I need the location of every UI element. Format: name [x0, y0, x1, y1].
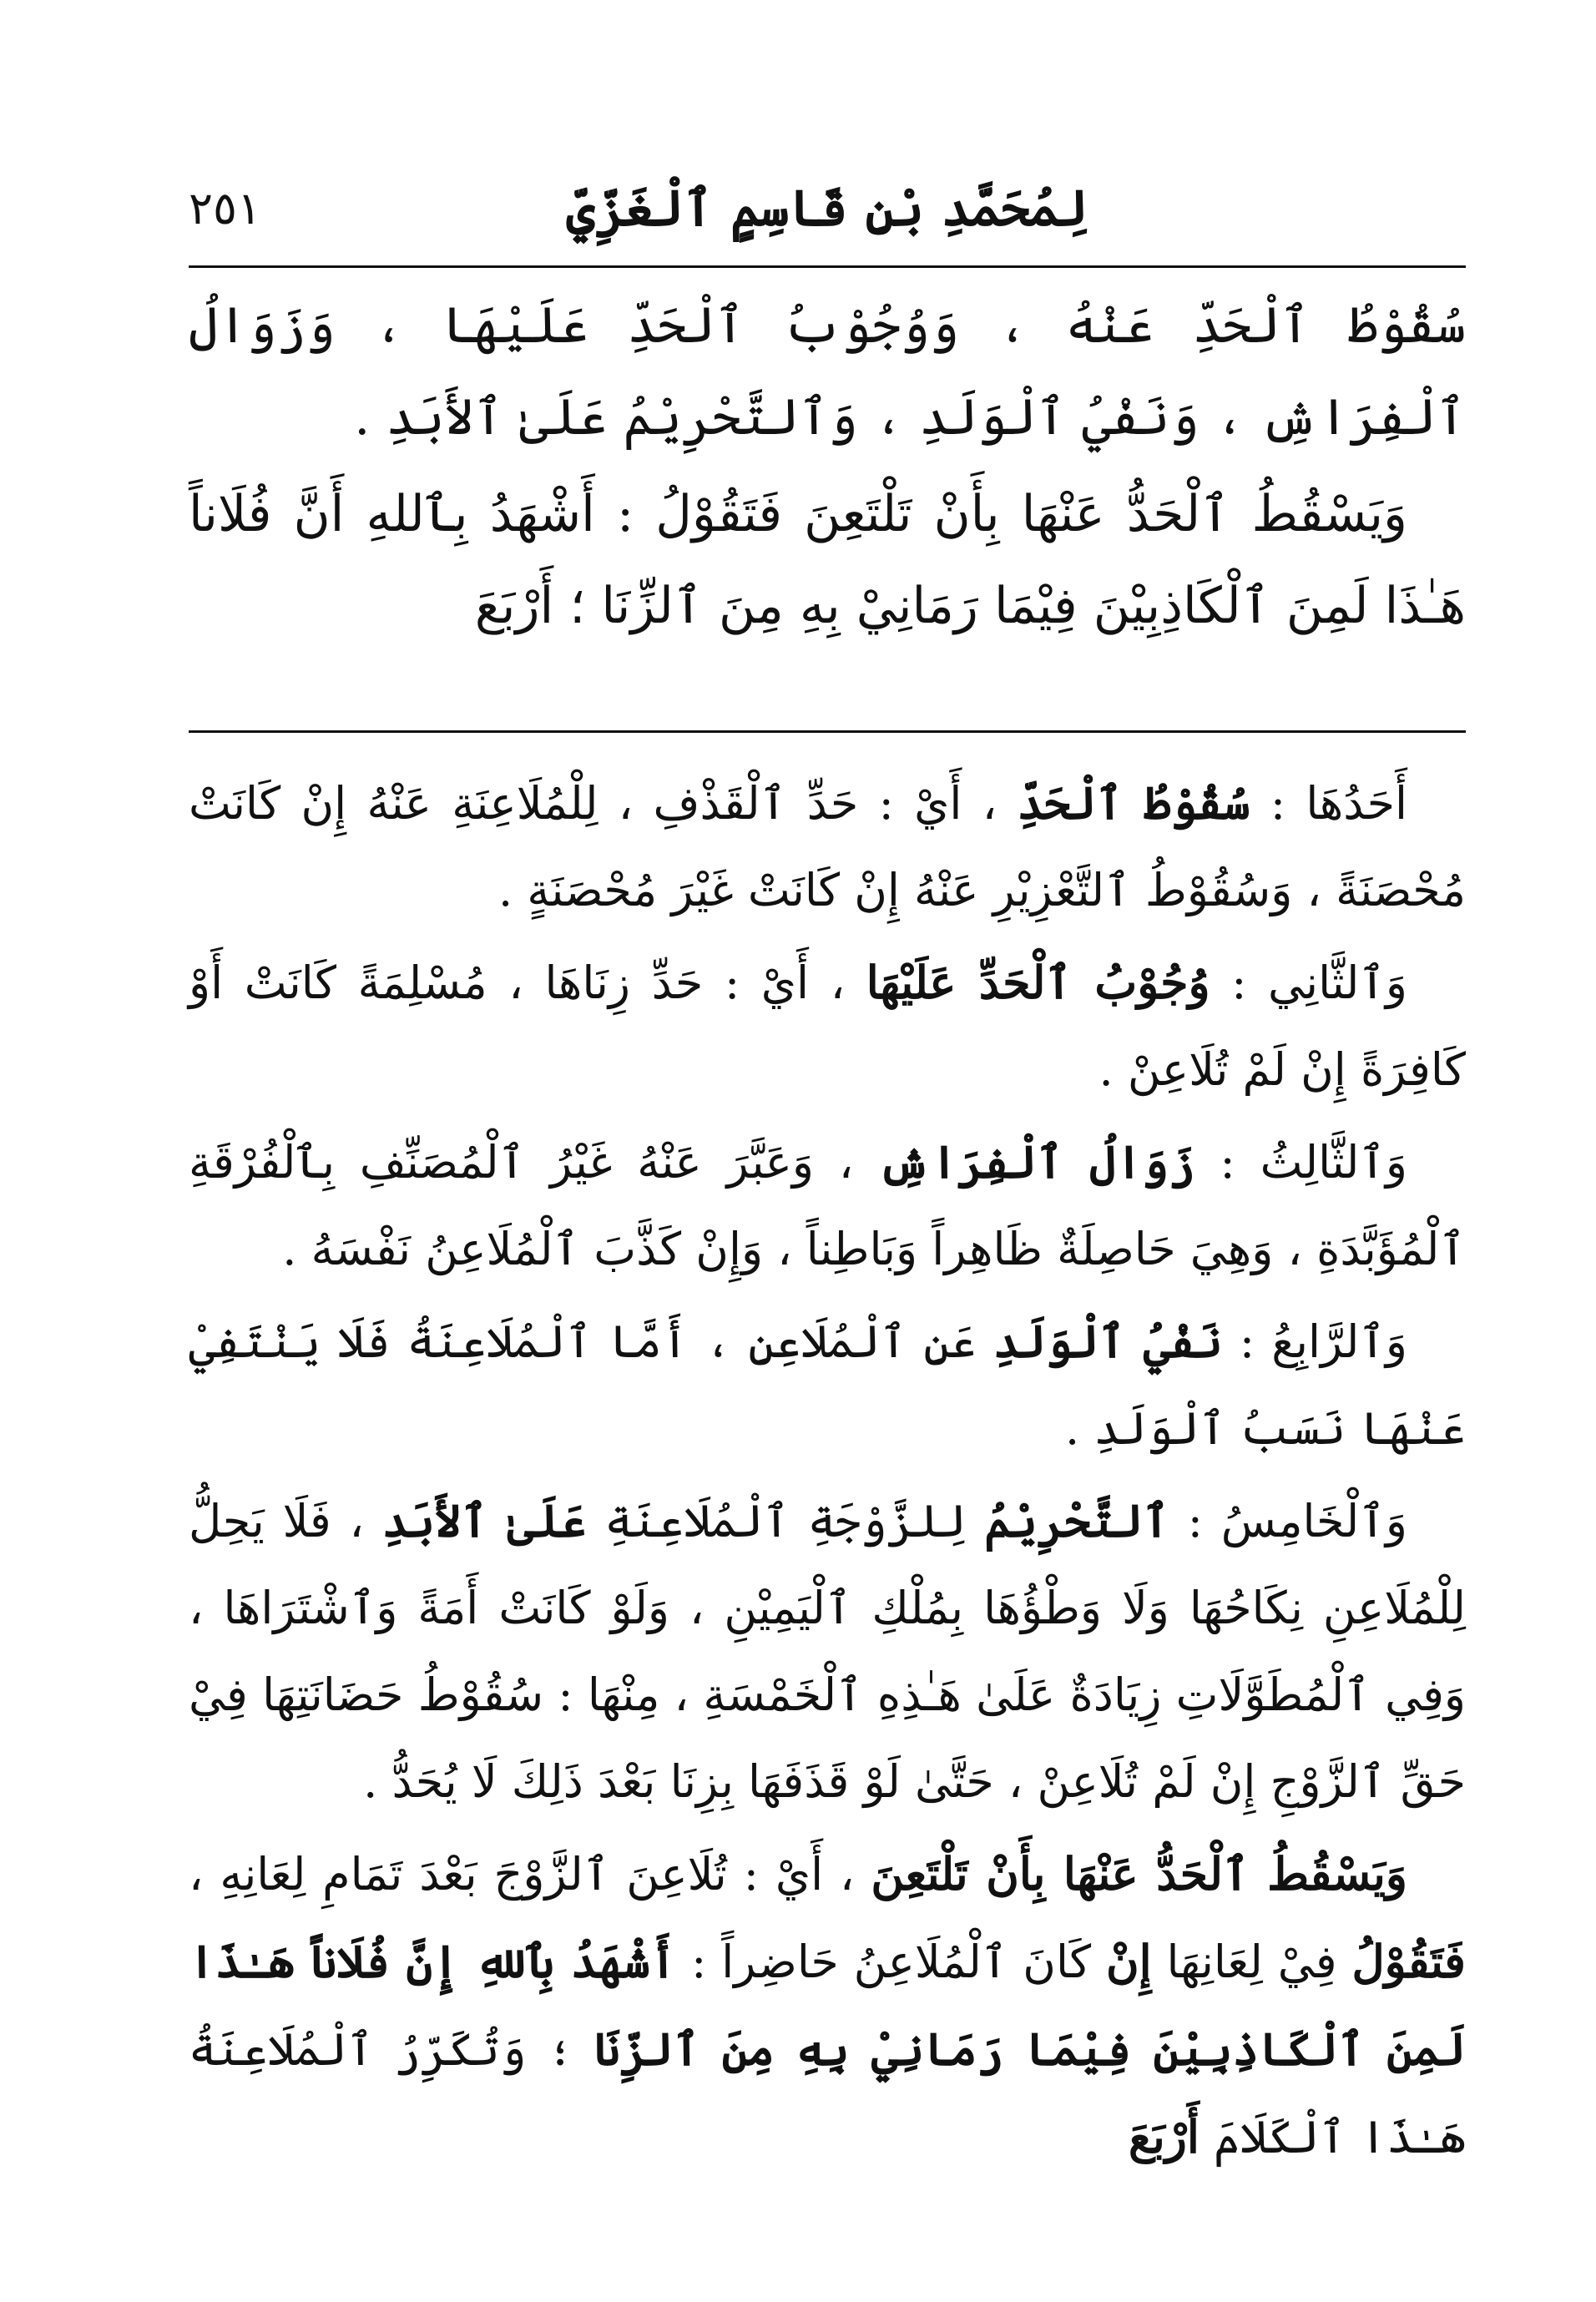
- para-lead: وَٱلْخَامِسُ :: [1169, 1495, 1407, 1547]
- matn-quote: عَلَىٰ ٱلأَبَدِ: [381, 1494, 587, 1547]
- sharh-paragraph-3: [189, 1118, 1466, 1293]
- matn-quote: وَيَسْقُطُ ٱلْحَدُّ عَنْهَا بِأَنْ تَلْتَعِنَ: [871, 1847, 1407, 1901]
- sharh-paragraph-4: [189, 1298, 1466, 1472]
- para-text: ، فَلَا يَحِلُّ لِلْمُلَاعِنِ نِكَاحُهَا وَلَا وَطْؤُهَا بِمُلْكِ ٱلْيَمِيْنِ ، وَلَوْ كَانَتْ أَمَةً وَٱشْتَرَاهَا ، وَفِي ٱلْمُطَوَّلَاتِ زِيَادَةٌ عَلَىٰ هَـٰذِهِ ٱلْخَمْسَةِ ، مِنْهَا : سُقُوْطُ حَضَانَتِهَا فِيْ حَقِّ ٱلزَّوْجِ إِنْ لَمْ تُلَاعِنْ ، حَتَّىٰ لَوْ قَذَفَهَا بِزِنَا بَعْدَ ذَلِكَ لَا يُحَدُّ .: [189, 1495, 1466, 1808]
- para-text: ؛ وَتُكَرِّرُ ٱلْمُلَاعِنَةُ هَـٰذَا ٱلْكَلَامَ: [189, 2023, 1466, 2163]
- page-number: ٢٥١: [189, 182, 262, 235]
- sharh-paragraph-5: [189, 1477, 1466, 1825]
- matn-paragraph-2: وَيَسْقُطُ ٱلْحَدُّ عَنْهَا بِأَنْ تَلْتَعِنَ فَتَقُوْلُ : أَشْهَدُ بِٱللهِ أَنَّ فُلَاناً هَـٰذَا لَمِنَ ٱلْكَاذِبِيْنَ فِيْمَا رَمَانِيْ بِهِ مِنَ ٱلزِّنَا ؛ أَرْبَعَ: [189, 485, 1466, 635]
- para-text: لِلزَّوْجَةِ ٱلْمُلَاعِنَةِ: [586, 1495, 985, 1547]
- para-text: ، أَيْ : تُلَاعِنَ ٱلزَّوْجَ بَعْدَ تَمَامِ لِعَانِهِ ،: [189, 1848, 871, 1901]
- matn-quote: زَوَالُ ٱلْفِرَاشِ: [878, 1135, 1195, 1189]
- sharh-paragraph-1: [189, 760, 1466, 934]
- para-lead: أَحَدُهَا :: [1250, 777, 1407, 830]
- para-text: ، أَيْ : حَدِّ ٱلْقَذْفِ ، لِلْمُلَاعِنَةِ عَنْهُ إِنْ كَانَتْ مُحْصَنَةً ، وَسُقُوْطُ ٱلتَّعْزِيْرِ عَنْهُ إِنْ كَانَتْ غَيْرَ مُحْصَنَةٍ .: [189, 777, 1466, 916]
- para-text: ، وَعَبَّرَ عَنْهُ غَيْرُ ٱلْمُصَنِّفِ بِٱلْفُرْقَةِ ٱلْمُؤَبَّدَةِ ، وَهِيَ حَاصِلَةٌ ظَاهِراً وَبَاطِناً ، وَإِنْ كَذَّبَ ٱلْمُلَاعِنُ نَفْسَهُ .: [189, 1136, 1466, 1275]
- para-text: كَانَ ٱلْمُلَاعِنُ حَاضِراً :: [676, 1936, 1106, 1988]
- para-lead: وَٱلثَّالِثُ :: [1194, 1136, 1407, 1189]
- para-text: ، أَيْ : حَدِّ زِنَاهَا ، مُسْلِمَةً كَانَتْ أَوْ كَافِرَةً إِنْ لَمْ تُلَاعِنْ .: [189, 957, 1466, 1096]
- header-rule: [189, 265, 1466, 268]
- sharh-paragraph-2: [189, 939, 1466, 1113]
- matn-quote: سُقُوْطُ ٱلْحَدِّ: [1017, 776, 1250, 830]
- running-head: [189, 171, 1466, 246]
- matn-quote: إِنْ: [1106, 1935, 1152, 1988]
- matn-paragraph-1: سُقُوْطُ ٱلْحَدِّ عَنْهُ ، وَوُجُوْبُ ٱلْحَدِّ عَلَيْهَا ، وَزَوَالُ ٱلْفِرَاشِ ، وَنَفْيُ ٱلْوَلَدِ ، وَٱلتَّحْرِيْمُ عَلَىٰ ٱلأَبَدِ .: [189, 296, 1466, 447]
- matn-quote: فَتَقُوْلُ: [1351, 1935, 1466, 1988]
- para-lead: وَٱلثَّانِي :: [1210, 957, 1407, 1009]
- sharh-paragraph-6: [189, 1830, 1466, 2181]
- running-title: لِمُحَمَّدِ بْنِ قَاسِمٍ ٱلْغَزِّيِّ: [566, 179, 1088, 238]
- matn-quote: أَرْبَعَ: [1129, 2110, 1200, 2163]
- matn-quote: ٱلتَّحْرِيْمُ: [984, 1494, 1169, 1547]
- matn-sharh-divider: [189, 730, 1466, 733]
- para-text: فِيْ لِعَانِهَا: [1151, 1936, 1352, 1988]
- sharh-text: [189, 760, 1466, 2181]
- para-text: عَنِ ٱلْمُلَاعِنِ ، أَمَّا ٱلْمُلَاعِنَةُ فَلَا يَنْتَفِيْ عَنْهَا نَسَبُ ٱلْوَلَدِ .: [189, 1315, 1466, 1455]
- matn-quote: أَشْهَدُ بِٱللهِ إِنَّ فُلَاناً هَـٰذَا لَمِنَ ٱلْكَاذِبِيْنَ فِيْمَا رَمَانِيْ بِهِ مِنَ ٱلزِّنَا: [189, 1935, 1466, 2076]
- matn-quote: نَفْيُ ٱلْوَلَدِ: [992, 1315, 1223, 1368]
- matn-text: [189, 280, 1466, 652]
- para-lead: وَٱلرَّابِعُ :: [1222, 1315, 1408, 1368]
- matn-quote: وُجُوْبُ ٱلْحَدِّ عَلَيْهَا: [866, 956, 1210, 1009]
